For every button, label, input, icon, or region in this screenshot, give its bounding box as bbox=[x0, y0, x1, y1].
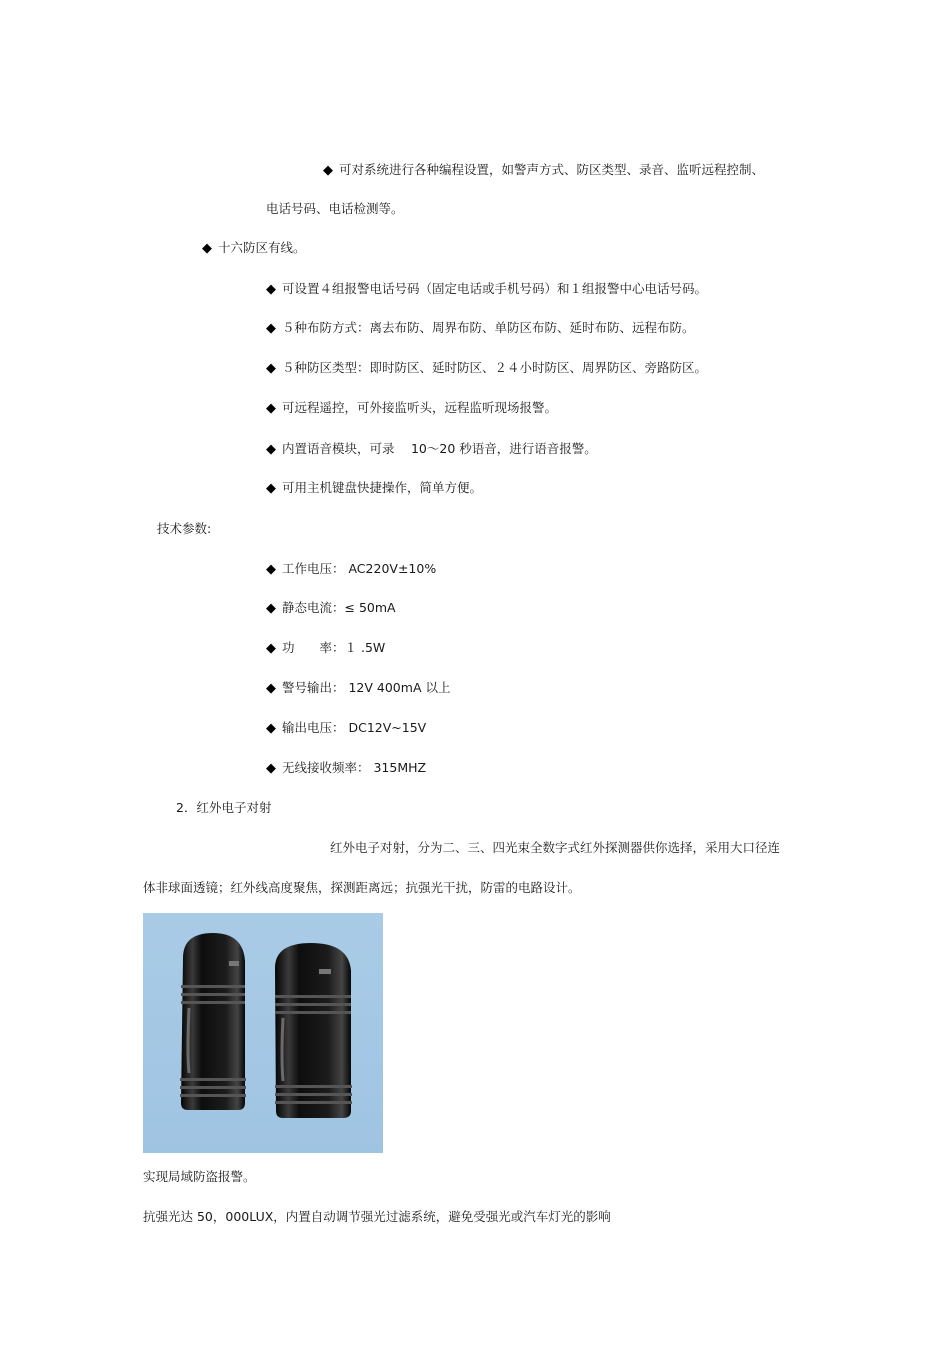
feature-item: ◆ ５种布防方式：离去布防、周界布防、单防区布防、延时布防、远程布防。 bbox=[266, 320, 695, 336]
spec-item: ◆ 静态电流：≤ 50mA bbox=[266, 600, 396, 616]
right-detector bbox=[275, 943, 352, 1118]
section-heading: 技术参数: bbox=[157, 521, 212, 536]
left-detector bbox=[180, 933, 246, 1110]
list-item: ◆ 十六防区有线。 bbox=[202, 240, 306, 256]
bullet-diamond-icon: ◆ bbox=[323, 163, 333, 178]
image-caption: 实现局域防盗报警。 bbox=[143, 1169, 256, 1184]
bullet-diamond-icon: ◆ bbox=[266, 321, 276, 336]
bullet-diamond-icon: ◆ bbox=[202, 241, 212, 256]
infrared-detector-image bbox=[143, 913, 383, 1153]
bullet-diamond-icon: ◆ bbox=[266, 361, 276, 376]
spec-item: ◆ 无线接收频率： 315MHZ bbox=[266, 760, 427, 776]
bullet-diamond-icon: ◆ bbox=[266, 681, 276, 696]
bullet-diamond-icon: ◆ bbox=[266, 761, 276, 776]
feature-item: ◆ 可设置４组报警电话号码（固定电话或手机号码）和１组报警中心电话号码。 bbox=[266, 281, 708, 297]
paragraph-line: 电话号码、电话检测等。 bbox=[266, 201, 404, 216]
paragraph-line: ◆ 可对系统进行各种编程设置，如警声方式、防区类型、录音、监听远程控制、 bbox=[323, 162, 765, 178]
spec-item: ◆ 输出电压： DC12V~15V bbox=[266, 720, 427, 736]
paragraph-line: 抗强光达 50，000LUX，内置自动调节强光过滤系统，避免受强光或汽车灯光的影响 bbox=[143, 1209, 611, 1224]
spec-item: ◆ 功 率：１ .5W bbox=[266, 640, 386, 656]
paragraph-line: 红外电子对射，分为二、三、四光束全数字式红外探测器供你选择，采用大口径连 bbox=[330, 840, 781, 855]
paragraph-line: 体非球面透镜；红外线高度聚焦，探测距离远；抗强光干扰，防雷的电路设计。 bbox=[143, 880, 581, 895]
feature-item: ◆ 可远程遥控，可外接监听头，远程监听现场报警。 bbox=[266, 400, 558, 416]
feature-item: ◆ ５种防区类型：即时防区、延时防区、２４小时防区、周界防区、旁路防区。 bbox=[266, 360, 708, 376]
spec-item: ◆ 警号输出： 12V 400mA 以上 bbox=[266, 680, 451, 696]
bullet-diamond-icon: ◆ bbox=[266, 442, 276, 457]
bullet-diamond-icon: ◆ bbox=[266, 562, 276, 577]
section-heading: 2．红外电子对射 bbox=[176, 800, 272, 815]
feature-item: ◆ 可用主机键盘快捷操作，简单方便。 bbox=[266, 480, 483, 496]
bullet-diamond-icon: ◆ bbox=[266, 282, 276, 297]
bullet-diamond-icon: ◆ bbox=[266, 401, 276, 416]
bullet-diamond-icon: ◆ bbox=[266, 601, 276, 616]
bullet-diamond-icon: ◆ bbox=[266, 481, 276, 496]
bullet-diamond-icon: ◆ bbox=[266, 721, 276, 736]
feature-item: ◆ 内置语音模块，可录 10～20 秒语音，进行语音报警。 bbox=[266, 441, 597, 457]
spec-item: ◆ 工作电压： AC220V±10% bbox=[266, 561, 437, 577]
product-photo bbox=[143, 913, 383, 1153]
bullet-diamond-icon: ◆ bbox=[266, 641, 276, 656]
